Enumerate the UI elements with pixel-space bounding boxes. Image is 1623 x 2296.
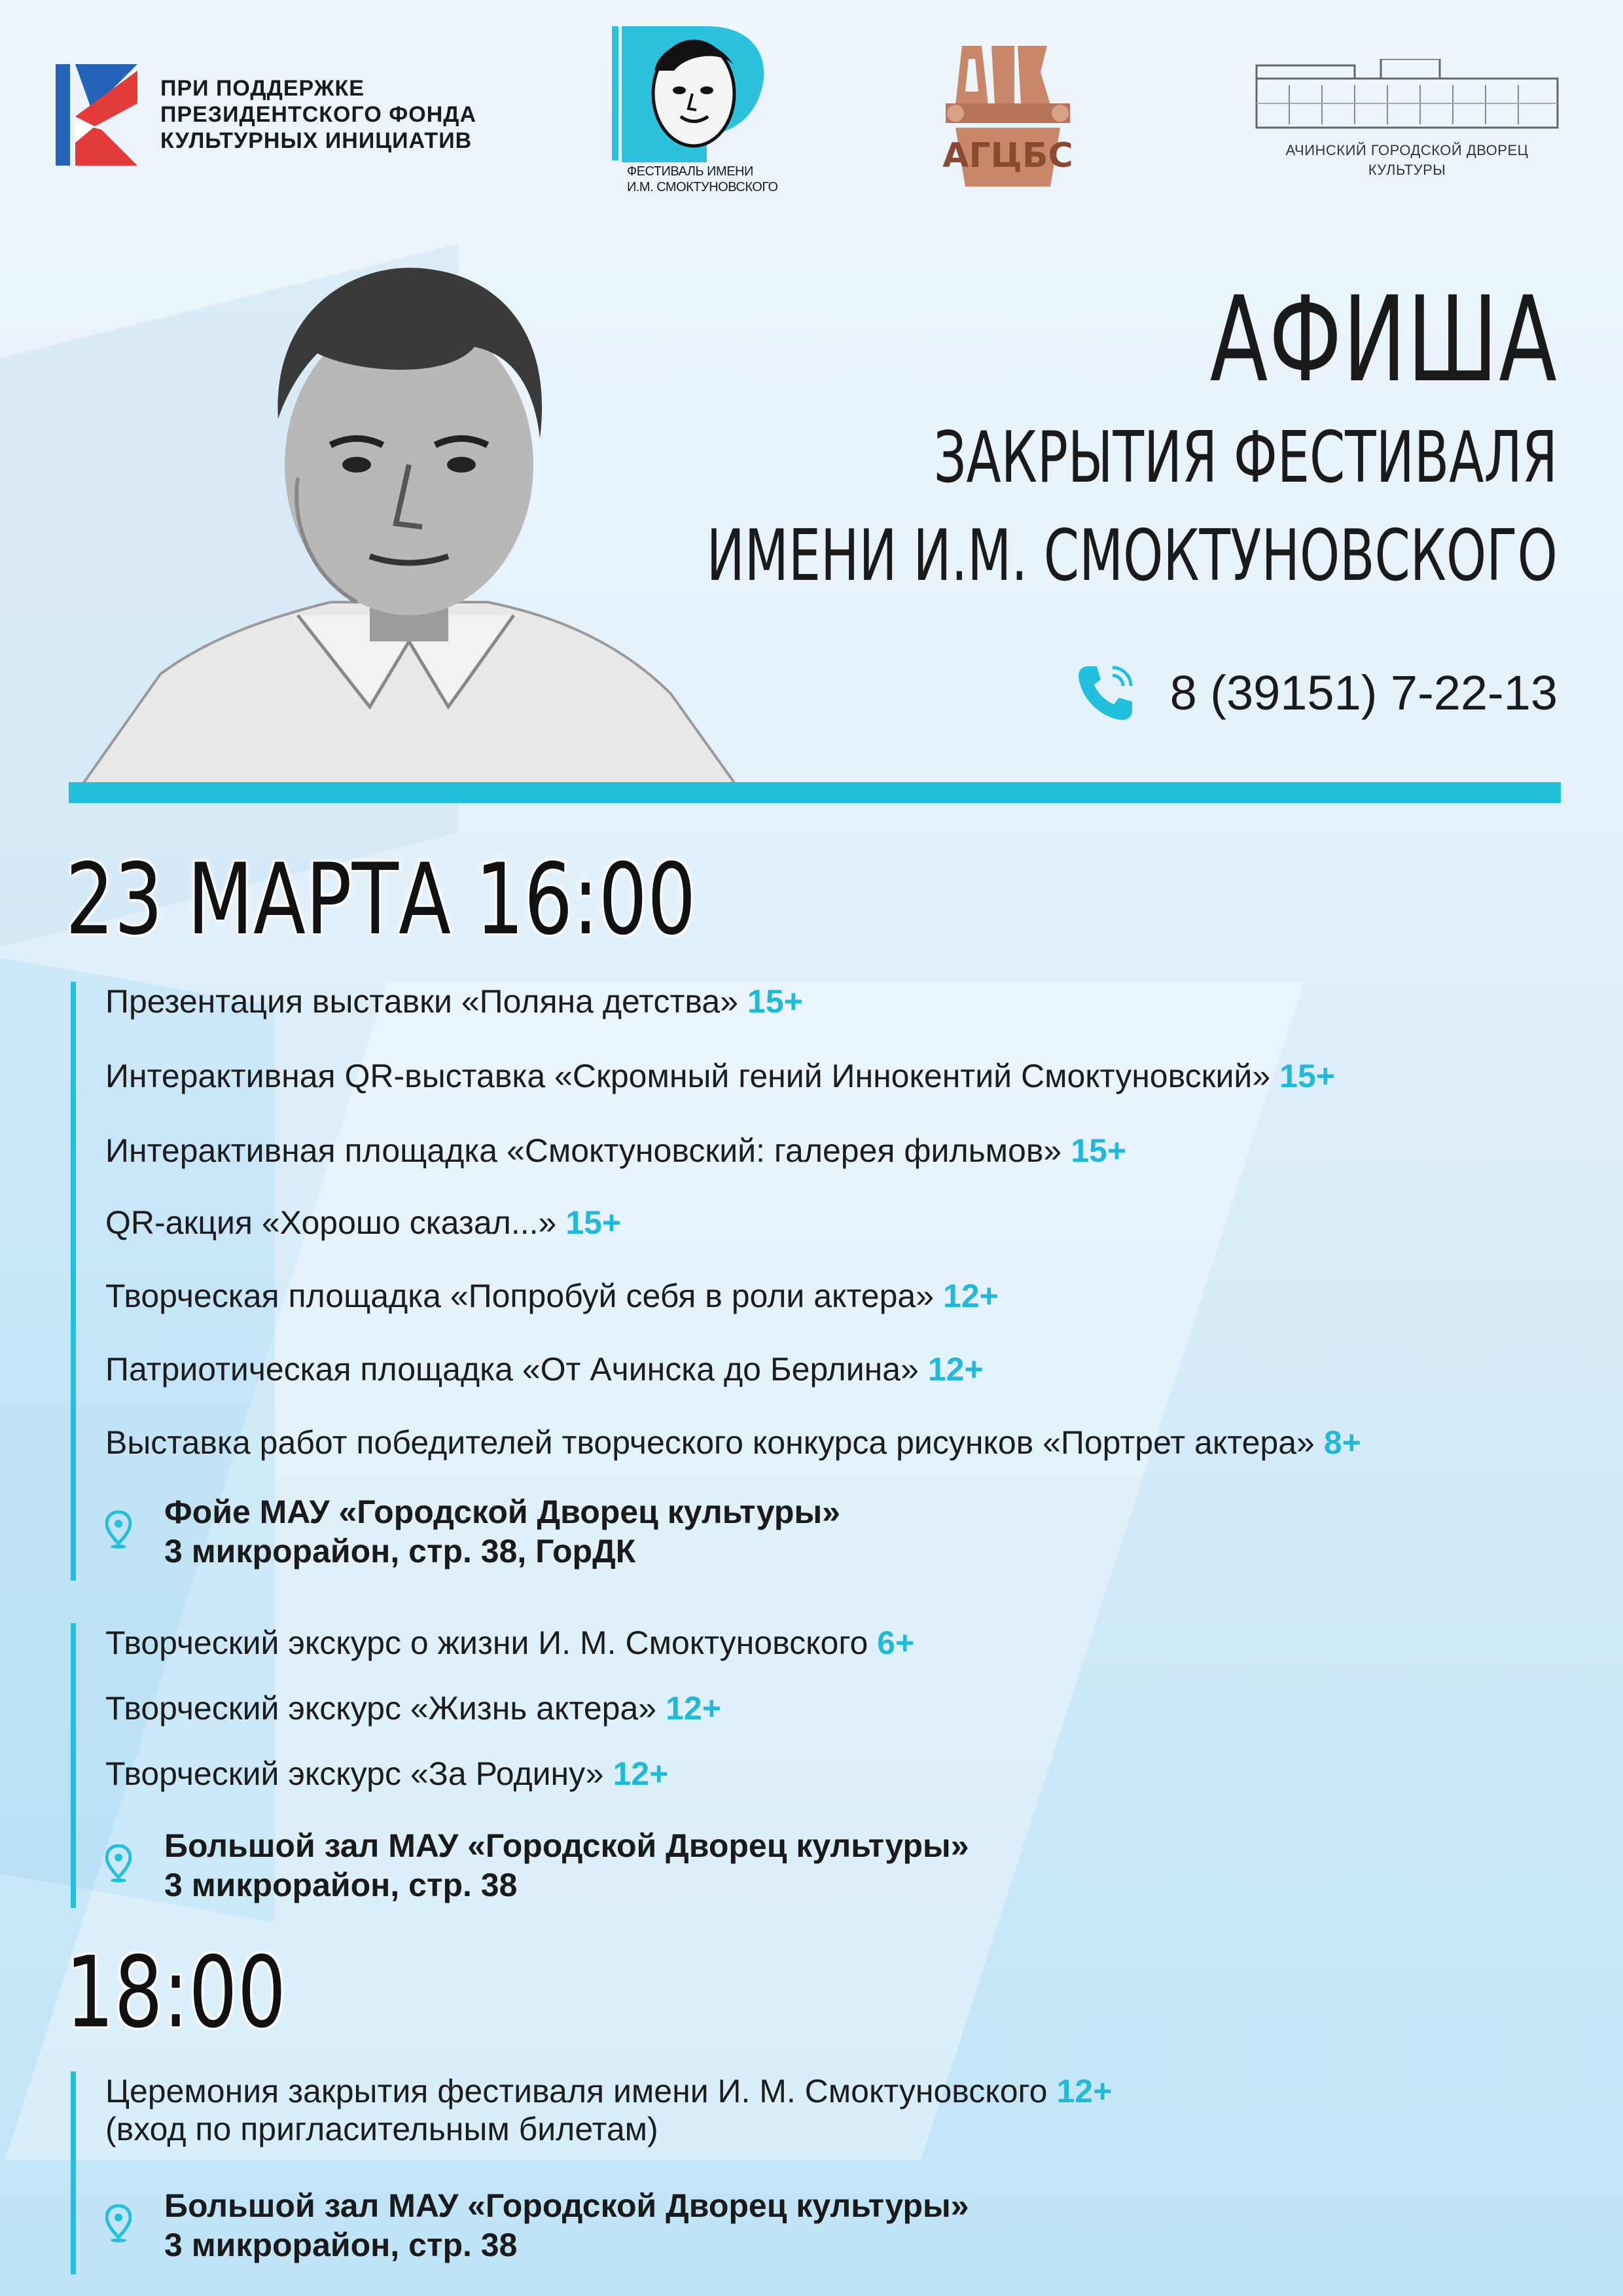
event-item xyxy=(105,1056,1335,1096)
phone-icon xyxy=(1075,661,1137,724)
event-text: Интерактивная QR-выставка «Скромный гений Иннокентий Смоктуновский» xyxy=(105,1058,1271,1094)
dk-caption-line: КУЛЬТУРЫ xyxy=(1368,162,1446,178)
age-rating: 15+ xyxy=(1279,1058,1335,1094)
venue-address: 3 микрорайон, стр. 38 xyxy=(164,2227,518,2263)
venue xyxy=(105,1492,840,1571)
date-heading: 23 МАРТА 16:00 xyxy=(65,843,696,957)
festival-caption-line: И.М. СМОКТУНОВСКОГО xyxy=(627,180,778,194)
age-rating: 15+ xyxy=(747,983,803,1020)
event-item xyxy=(105,1276,999,1316)
building-icon xyxy=(1250,59,1564,131)
venue-address: 3 микрорайон, стр. 38 xyxy=(164,1867,518,1903)
venue-name: Большой зал МАУ «Городской Дворец культуры» xyxy=(164,1827,969,1864)
age-rating: 15+ xyxy=(565,1204,622,1241)
pfki-text-line: ПРЕЗИДЕНТСКОГО ФОНДА xyxy=(160,102,477,127)
page-subtitle-line: ИМЕНИ И.М. СМОКТУНОВСКОГО xyxy=(706,515,1558,597)
age-rating: 12+ xyxy=(943,1278,999,1314)
location-pin-icon xyxy=(105,2204,132,2242)
event-item xyxy=(105,1350,984,1389)
agcbs-logo-icon xyxy=(936,33,1080,190)
festival-logo-icon xyxy=(609,25,779,162)
event-text: Творческий экскурс о жизни И. М. Смоктуновского xyxy=(105,1624,868,1661)
location-pin-icon xyxy=(105,1511,132,1549)
event-text: Патриотическая площадка «От Ачинска до Берлина» xyxy=(105,1351,919,1388)
event-block xyxy=(71,982,1548,1581)
agcbs-logo-text: АГЦБС xyxy=(942,136,1073,175)
age-rating: 12+ xyxy=(1056,2073,1113,2109)
event-item xyxy=(105,982,803,1021)
time-heading: 18:00 xyxy=(65,1936,287,2050)
event-item xyxy=(105,1623,914,1662)
event-item xyxy=(105,2072,1112,2111)
age-rating: 12+ xyxy=(613,1755,669,1792)
phone-contact xyxy=(1075,661,1558,724)
event-text: Презентация выставки «Поляна детства» xyxy=(105,983,739,1020)
age-rating: 12+ xyxy=(666,1690,721,1727)
actor-portrait-image xyxy=(82,249,736,785)
location-pin-icon xyxy=(105,1844,132,1882)
event-text: QR-акция «Хорошо сказал...» xyxy=(105,1204,557,1241)
venue-address: 3 микрорайон, стр. 38, ГорДК xyxy=(164,1533,636,1570)
event-text: Творческий экскурс «Жизнь актера» xyxy=(105,1690,657,1727)
agcbs-logo xyxy=(936,33,1080,190)
event-text: Выставка работ победителей творческого конкурса рисунков «Портрет актера» xyxy=(105,1424,1315,1461)
festival-logo xyxy=(609,25,779,202)
event-text: Церемония закрытия фестиваля имени И. М. Смоктуновского xyxy=(105,2073,1048,2109)
event-item xyxy=(105,1423,1361,1462)
venue-name: Фойе МАУ «Городской Дворец культуры» xyxy=(164,1494,840,1530)
pfki-text-line: КУЛЬТУРНЫХ ИНИЦИАТИВ xyxy=(160,128,473,153)
event-text: Творческий экскурс «За Родину» xyxy=(105,1755,604,1792)
event-block xyxy=(71,1623,1548,1908)
dk-caption-line: АЧИНСКИЙ ГОРОДСКОЙ ДВОРЕЦ xyxy=(1285,142,1529,158)
venue xyxy=(105,1826,969,1905)
page-subtitle-line: ЗАКРЫТИЯ ФЕСТИВАЛЯ xyxy=(933,417,1558,499)
age-rating: 12+ xyxy=(927,1351,984,1388)
page-title: АФИША xyxy=(1209,272,1558,408)
dk-logo xyxy=(1243,59,1571,183)
venue xyxy=(105,2186,969,2265)
venue-name: Большой зал МАУ «Городской Дворец культуры» xyxy=(164,2187,969,2224)
event-item xyxy=(105,1754,668,1793)
event-note: (вход по пригласительным билетам) xyxy=(105,2111,658,2147)
age-rating: 6+ xyxy=(877,1624,915,1661)
pfki-text-line: ПРИ ПОДДЕРЖКЕ xyxy=(160,76,365,101)
event-item xyxy=(105,1203,621,1242)
event-item xyxy=(105,1689,721,1728)
divider-bar xyxy=(69,782,1561,803)
event-text: Творческая площадка «Попробуй себя в роли актера» xyxy=(105,1278,935,1314)
age-rating: 15+ xyxy=(1071,1132,1127,1169)
event-block xyxy=(71,2072,1548,2274)
event-item xyxy=(105,1131,1126,1170)
phone-number[interactable]: 8 (39151) 7-22-13 xyxy=(1169,665,1558,720)
event-text: Интерактивная площадка «Смоктуновский: галерея фильмов» xyxy=(105,1132,1062,1169)
festival-caption-line: ФЕСТИВАЛЬ ИМЕНИ xyxy=(627,164,753,179)
age-rating: 8+ xyxy=(1323,1424,1361,1461)
pfki-logo xyxy=(56,62,501,167)
pfki-logo-icon xyxy=(56,64,141,166)
